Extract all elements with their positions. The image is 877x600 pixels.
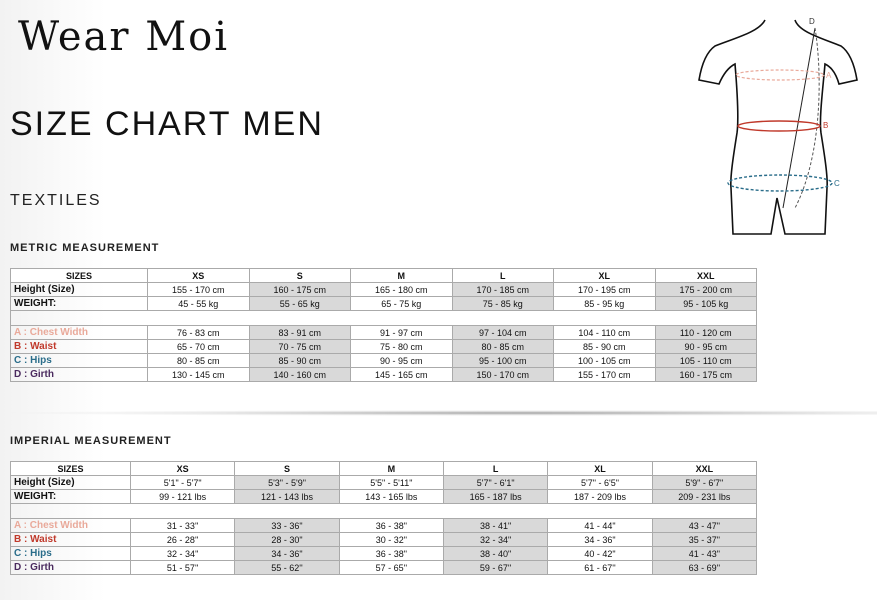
table-row [11, 368, 757, 382]
table-cell: 85 - 95 kg [554, 297, 656, 311]
table-cell: 145 - 165 cm [351, 368, 453, 382]
row-label: D : Girth [11, 561, 131, 575]
chest-measure-ellipse [736, 70, 824, 80]
table-row [11, 490, 757, 504]
row-label: WEIGHT: [11, 297, 148, 311]
body-measurement-figure [695, 8, 875, 236]
page-subtitle: TEXTILES [10, 192, 102, 209]
table-cell: 104 - 110 cm [554, 326, 656, 340]
table-cell: 155 - 170 cm [148, 283, 250, 297]
label-d: D [809, 17, 815, 26]
table-cell: 175 - 200 cm [655, 283, 757, 297]
spacer-cell [11, 311, 757, 326]
table-cell: 121 - 143 lbs [235, 490, 339, 504]
table-cell: 187 - 209 lbs [548, 490, 652, 504]
table-cell: 110 - 120 cm [655, 326, 757, 340]
table-header-row [11, 462, 757, 476]
table-row [11, 297, 757, 311]
table-cell: 38 - 40" [443, 547, 547, 561]
table-cell: 70 - 75 cm [249, 340, 351, 354]
column-header-s: S [235, 462, 339, 476]
table-cell: 80 - 85 cm [148, 354, 250, 368]
table-row [11, 340, 757, 354]
table-cell: 30 - 32" [339, 533, 443, 547]
column-header-xxl: XXL [652, 462, 756, 476]
table-row [11, 547, 757, 561]
table-cell: 61 - 67'' [548, 561, 652, 575]
table-row [11, 326, 757, 340]
table-cell: 91 - 97 cm [351, 326, 453, 340]
label-c: C [834, 179, 840, 188]
table-cell: 170 - 185 cm [452, 283, 554, 297]
waist-measure-ellipse [738, 121, 820, 131]
table-cell: 35 - 37" [652, 533, 756, 547]
table-cell: 36 - 38" [339, 519, 443, 533]
table-cell: 209 - 231 lbs [652, 490, 756, 504]
row-label: Height (Size) [11, 476, 131, 490]
table-cell: 160 - 175 cm [655, 368, 757, 382]
table-cell: 5'7" - 6'5" [548, 476, 652, 490]
hips-measure-ellipse [728, 175, 832, 191]
table-cell: 143 - 165 lbs [339, 490, 443, 504]
row-label: C : Hips [11, 354, 148, 368]
table-cell: 140 - 160 cm [249, 368, 351, 382]
table-cell: 105 - 110 cm [655, 354, 757, 368]
table-cell: 5'7" - 6'1" [443, 476, 547, 490]
table-cell: 5'3" - 5'9" [235, 476, 339, 490]
row-label: Height (Size) [11, 283, 148, 297]
column-header-xs: XS [148, 269, 250, 283]
section-divider [0, 410, 877, 416]
row-label: A : Chest Width [11, 326, 148, 340]
table-cell: 165 - 180 cm [351, 283, 453, 297]
label-b: B [823, 121, 829, 130]
row-label: A : Chest Width [11, 519, 131, 533]
table-cell: 55 - 62'' [235, 561, 339, 575]
column-header-xxl: XXL [655, 269, 757, 283]
body-outline-illustration [695, 8, 875, 236]
table-cell: 65 - 75 kg [351, 297, 453, 311]
table-cell: 5'9" - 6'7" [652, 476, 756, 490]
row-label: B : Waist [11, 533, 131, 547]
imperial-size-table [10, 461, 757, 575]
table-cell: 150 - 170 cm [452, 368, 554, 382]
row-label: D : Girth [11, 368, 148, 382]
table-header-row [11, 269, 757, 283]
table-cell: 65 - 70 cm [148, 340, 250, 354]
column-header-xs: XS [131, 462, 235, 476]
table-cell: 85 - 90 cm [249, 354, 351, 368]
table-cell: 41 - 43" [652, 547, 756, 561]
table-cell: 36 - 38" [339, 547, 443, 561]
spacer-row [11, 311, 757, 326]
table-row [11, 561, 757, 575]
table-row [11, 519, 757, 533]
table-cell: 57 - 65'' [339, 561, 443, 575]
spacer-cell [11, 504, 757, 519]
table-cell: 97 - 104 cm [452, 326, 554, 340]
table-cell: 85 - 90 cm [554, 340, 656, 354]
table-cell: 59 - 67'' [443, 561, 547, 575]
table-cell: 63 - 69'' [652, 561, 756, 575]
table-cell: 33 - 36" [235, 519, 339, 533]
label-a: A [826, 71, 832, 80]
table-cell: 155 - 170 cm [554, 368, 656, 382]
girth-line-front [783, 28, 815, 208]
column-header-l: L [443, 462, 547, 476]
table-cell: 32 - 34" [443, 533, 547, 547]
metric-size-table [10, 268, 757, 382]
page-title: SIZE CHART MEN [10, 105, 324, 143]
table-cell: 165 - 187 lbs [443, 490, 547, 504]
column-header-s: S [249, 269, 351, 283]
table-cell: 99 - 121 lbs [131, 490, 235, 504]
row-label: B : Waist [11, 340, 148, 354]
table-cell: 43 - 47" [652, 519, 756, 533]
row-label: WEIGHT: [11, 490, 131, 504]
column-header-l: L [452, 269, 554, 283]
column-header-xl: XL [554, 269, 656, 283]
table-cell: 55 - 65 kg [249, 297, 351, 311]
row-label: C : Hips [11, 547, 131, 561]
column-header-sizes: SIZES [11, 462, 131, 476]
table-cell: 28 - 30" [235, 533, 339, 547]
table-cell: 40 - 42" [548, 547, 652, 561]
table-cell: 95 - 100 cm [452, 354, 554, 368]
table-cell: 90 - 95 cm [655, 340, 757, 354]
table-cell: 80 - 85 cm [452, 340, 554, 354]
table-cell: 41 - 44" [548, 519, 652, 533]
table-cell: 76 - 83 cm [148, 326, 250, 340]
table-cell: 45 - 55 kg [148, 297, 250, 311]
table-cell: 31 - 33'' [131, 519, 235, 533]
table-row [11, 283, 757, 297]
table-cell: 95 - 105 kg [655, 297, 757, 311]
table-cell: 100 - 105 cm [554, 354, 656, 368]
column-header-m: M [339, 462, 443, 476]
table-cell: 75 - 80 cm [351, 340, 453, 354]
column-header-xl: XL [548, 462, 652, 476]
table-cell: 170 - 195 cm [554, 283, 656, 297]
table-cell: 160 - 175 cm [249, 283, 351, 297]
table-cell: 38 - 41" [443, 519, 547, 533]
table-cell: 90 - 95 cm [351, 354, 453, 368]
table-row [11, 354, 757, 368]
table-cell: 75 - 85 kg [452, 297, 554, 311]
column-header-sizes: SIZES [11, 269, 148, 283]
brand-logo: Wear Moi [18, 14, 230, 60]
table-cell: 83 - 91 cm [249, 326, 351, 340]
table-cell: 5'1" - 5'7" [131, 476, 235, 490]
table-cell: 34 - 36" [548, 533, 652, 547]
table-row [11, 533, 757, 547]
table-cell: 5'5" - 5'11" [339, 476, 443, 490]
spacer-row [11, 504, 757, 519]
table-cell: 130 - 145 cm [148, 368, 250, 382]
table-cell: 32 - 34" [131, 547, 235, 561]
table-cell: 26 - 28'' [131, 533, 235, 547]
imperial-heading: IMPERIAL MEASUREMENT [10, 435, 172, 447]
metric-heading: METRIC MEASUREMENT [10, 242, 160, 254]
table-row [11, 476, 757, 490]
table-cell: 51 - 57'' [131, 561, 235, 575]
column-header-m: M [351, 269, 453, 283]
table-cell: 34 - 36" [235, 547, 339, 561]
